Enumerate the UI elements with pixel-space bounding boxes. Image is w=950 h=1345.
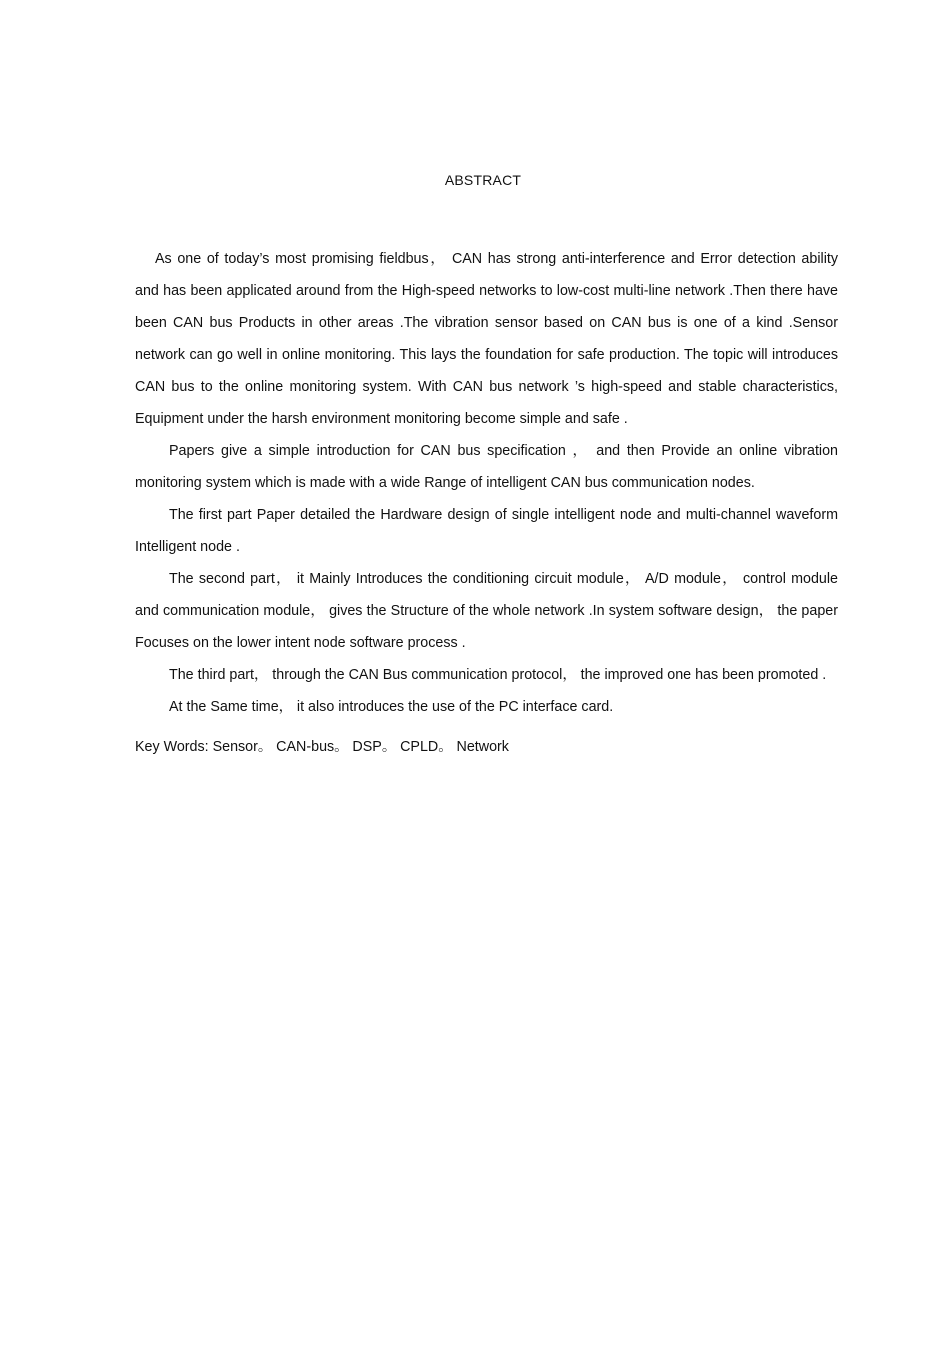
abstract-paragraph-6: At the Same time， it also introduces the use of the PC interface card. — [169, 699, 614, 715]
abstract-paragraph-3: The first part Paper detailed the Hardware design of single intelligent node and multi-channel waveform Intelligent node . — [135, 507, 838, 555]
page-title: ABSTRACT — [444, 172, 522, 188]
abstract-paragraph-4: The second part， it Mainly Introduces the conditioning circuit module， A/D module， control module and communication module， gives the Structure of the whole network .In system software design， the paper Focuses on the lower intent node software process . — [135, 571, 838, 651]
abstract-paragraph-2: Papers give a simple introduction for CAN bus specification ， and then Provide an online vibration monitoring system which is made with a wide Range of intelligent CAN bus communication nodes. — [135, 443, 838, 491]
keywords-line: Key Words: Sensor。 CAN-bus。 DSP。 CPLD。 Network — [135, 739, 509, 755]
abstract-paragraph-5: The third part， through the CAN Bus communication protocol， the improved one has been promoted . — [169, 667, 827, 683]
abstract-body — [135, 243, 838, 763]
abstract-paragraph-1: As one of today’s most promising fieldbus， CAN has strong anti-interference and Error detection ability and has been applicated around from the High-speed networks to low-cost multi-line network .Then there have been CAN bus Products in other areas .The vibration sensor based on CAN bus is one of a kind .Sensor network can go well in online monitoring. This lays the foundation for safe production. The topic will introduces CAN bus to the online monitoring system. With CAN bus network ’s high-speed and stable characteristics, Equipment under the harsh environment monitoring become simple and safe . — [135, 251, 838, 427]
